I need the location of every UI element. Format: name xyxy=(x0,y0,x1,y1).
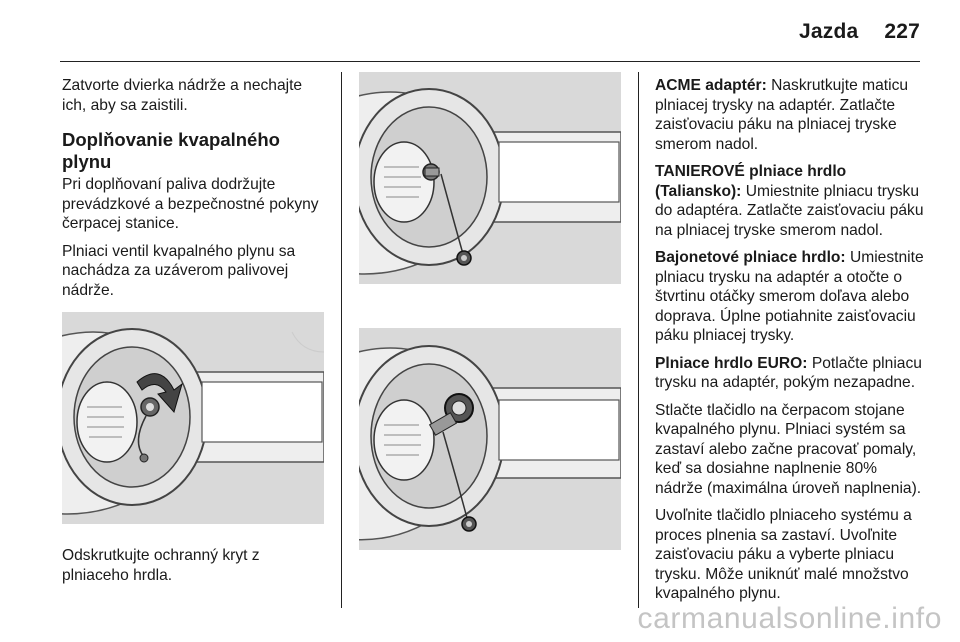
figure-adapter-cap-off xyxy=(359,72,621,284)
term-plate: TANIEROVÉ plniace hrdlo (Taliansko): xyxy=(655,163,847,200)
page-number: 227 xyxy=(884,20,920,43)
figure-unscrew-cap xyxy=(62,312,324,524)
intro-paragraph: Zatvorte dvierka nádrže a nechajte ich, aby sa zaistili. xyxy=(62,77,303,114)
term-euro: Plniace hrdlo EURO: xyxy=(655,354,808,372)
paragraph-plate xyxy=(655,162,925,240)
header-rule xyxy=(60,61,920,62)
text-euro: Potlačte plniacu trysku na adaptér, pokým nezapadne. xyxy=(655,354,922,391)
page-header xyxy=(799,20,920,44)
term-acme: ACME adaptér: xyxy=(655,77,767,94)
text-bayonet: Umiestnite plniacu trysku na adaptér a otočte o štvrtinu otáčky smerom doľava alebo doprava. Úplne potiahnite zaisťovaciu páku plniacej trysky. xyxy=(655,249,924,344)
column-divider-1 xyxy=(341,72,342,608)
paragraph-acme xyxy=(655,76,925,154)
column-divider-2 xyxy=(638,72,639,608)
text-plate: Umiestnite plniacu trysku do adaptéra. Zatlačte zaisťovaciu páku na plniacej tryske smerom nadol. xyxy=(655,182,924,239)
caption-unscrew-cap: Odskrutkujte ochranný kryt z plniaceho hrdla. xyxy=(62,547,260,584)
paragraph-euro xyxy=(655,354,925,393)
watermark: carmanualsonline.info xyxy=(637,602,942,635)
column-3 xyxy=(655,76,925,612)
column-1 xyxy=(62,76,330,593)
paragraph-valve-location: Plniaci ventil kvapalného plynu sa nachádza za uzáverom palivovej nádrže. xyxy=(62,242,296,299)
section-title: Jazda xyxy=(798,20,859,43)
term-bayonet: Bajonetové plniace hrdlo: xyxy=(655,249,846,266)
paragraph-stop-button: Stlačte tlačidlo na čerpacom stojane kvapalného plynu. Plniaci systém sa zastaví alebo začne pracovať pomaly, keď sa dosiahne naplnenie 80% nádrže (maximálna úroveň naplnenia). xyxy=(655,401,922,497)
paragraph-release-button: Uvoľnite tlačidlo plniaceho systému a proces plnenia sa zastaví. Uvoľnite zaisťovaciu páku a vyberte plniacu trysku. Môže uniknúť malé množstvo kvapalného plynu. xyxy=(655,507,912,602)
paragraph-refuel-instructions: Pri doplňovaní paliva dodržujte prevádzkové a bezpečnostné pokyny čerpacej stanice. xyxy=(62,176,319,232)
section-heading: Doplňovanie kvapalného plynu xyxy=(62,129,280,172)
figure-adapter-fitted xyxy=(359,328,621,550)
text-acme: Naskrutkujte maticu plniacej trysky na adaptér. Zatlačte zaisťovaciu páku na plniacej tryske smerom nadol. xyxy=(655,77,909,153)
paragraph-bayonet xyxy=(655,248,925,346)
